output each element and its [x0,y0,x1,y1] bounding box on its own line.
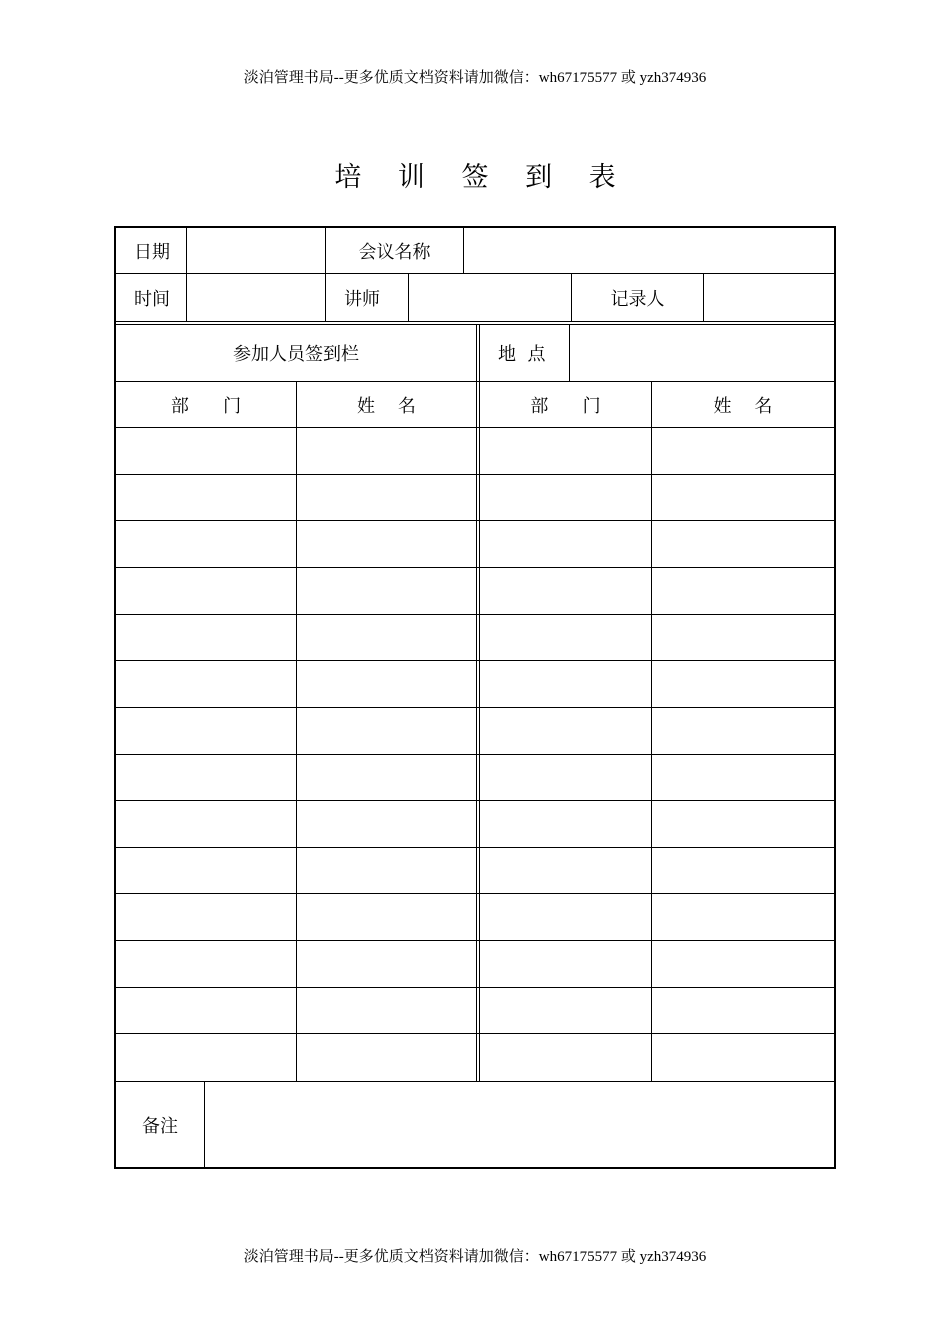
department-field[interactable] [116,428,296,474]
time-label: 时间 [134,288,170,310]
meeting-name-label: 会议名称 [358,241,431,263]
department-field[interactable] [480,988,651,1033]
department-field[interactable] [480,521,651,567]
column-header-name: 姓 名 [357,395,416,417]
department-field[interactable] [480,568,651,614]
page-header: 淡泊管理书局--更多优质文档资料请加微信：wh67175577 或 yzh374936 [243,70,707,86]
lecturer-field[interactable] [409,274,571,321]
name-field[interactable] [652,801,834,847]
name-field[interactable] [297,475,476,520]
location-label: 地 点 [498,344,546,365]
page-title: 培 训 签 到 表 [334,162,630,193]
signin-form-table [114,226,836,1169]
department-field[interactable] [116,848,296,893]
name-field[interactable] [297,1034,476,1080]
name-field[interactable] [297,755,476,800]
page-footer: 淡泊管理书局--更多优质文档资料请加微信：wh67175577 或 yzh374936 [243,1249,707,1265]
lecturer-label: 讲师 [344,288,380,310]
column-header-department: 部 门 [530,395,601,417]
department-field[interactable] [480,848,651,893]
department-field[interactable] [116,755,296,800]
name-field[interactable] [297,521,476,567]
name-field[interactable] [297,801,476,847]
col-divider [476,324,477,1082]
department-field[interactable] [480,708,651,754]
name-field[interactable] [652,708,834,754]
remarks-label: 备注 [142,1115,178,1137]
department-field[interactable] [116,521,296,567]
name-field[interactable] [652,475,834,520]
name-field[interactable] [652,568,834,614]
name-field[interactable] [652,894,834,940]
name-field[interactable] [652,988,834,1033]
name-field[interactable] [652,428,834,474]
department-field[interactable] [480,428,651,474]
department-field[interactable] [480,475,651,520]
location-field[interactable] [570,325,834,381]
department-field[interactable] [480,801,651,847]
department-field[interactable] [480,755,651,800]
meeting-name-field[interactable] [464,228,834,273]
remarks-field[interactable] [205,1082,834,1167]
department-field[interactable] [480,661,651,707]
recorder-label: 记录人 [610,288,665,310]
row-divider [116,321,834,322]
department-field[interactable] [116,568,296,614]
signin-section-label: 参加人员签到栏 [233,344,359,365]
name-field[interactable] [297,428,476,474]
name-field[interactable] [297,941,476,987]
name-field[interactable] [297,708,476,754]
department-field[interactable] [116,941,296,987]
column-header-name: 姓 名 [713,395,773,417]
column-header-department: 部 门 [170,395,242,417]
time-field[interactable] [187,274,325,321]
date-field[interactable] [187,228,325,273]
department-field[interactable] [116,615,296,660]
name-field[interactable] [652,661,834,707]
name-field[interactable] [297,615,476,660]
date-label: 日期 [134,241,170,263]
department-field[interactable] [116,475,296,520]
department-field[interactable] [116,894,296,940]
name-field[interactable] [652,521,834,567]
department-field[interactable] [116,661,296,707]
name-field[interactable] [652,941,834,987]
name-field[interactable] [297,988,476,1033]
department-field[interactable] [480,941,651,987]
name-field[interactable] [652,615,834,660]
department-field[interactable] [480,1034,651,1080]
name-field[interactable] [652,1034,834,1080]
recorder-field[interactable] [704,274,834,321]
department-field[interactable] [116,988,296,1033]
department-field[interactable] [116,801,296,847]
name-field[interactable] [652,848,834,893]
department-field[interactable] [480,615,651,660]
name-field[interactable] [297,661,476,707]
name-field[interactable] [297,894,476,940]
name-field[interactable] [297,568,476,614]
department-field[interactable] [116,708,296,754]
department-field[interactable] [116,1034,296,1080]
name-field[interactable] [297,848,476,893]
name-field[interactable] [652,755,834,800]
department-field[interactable] [480,894,651,940]
